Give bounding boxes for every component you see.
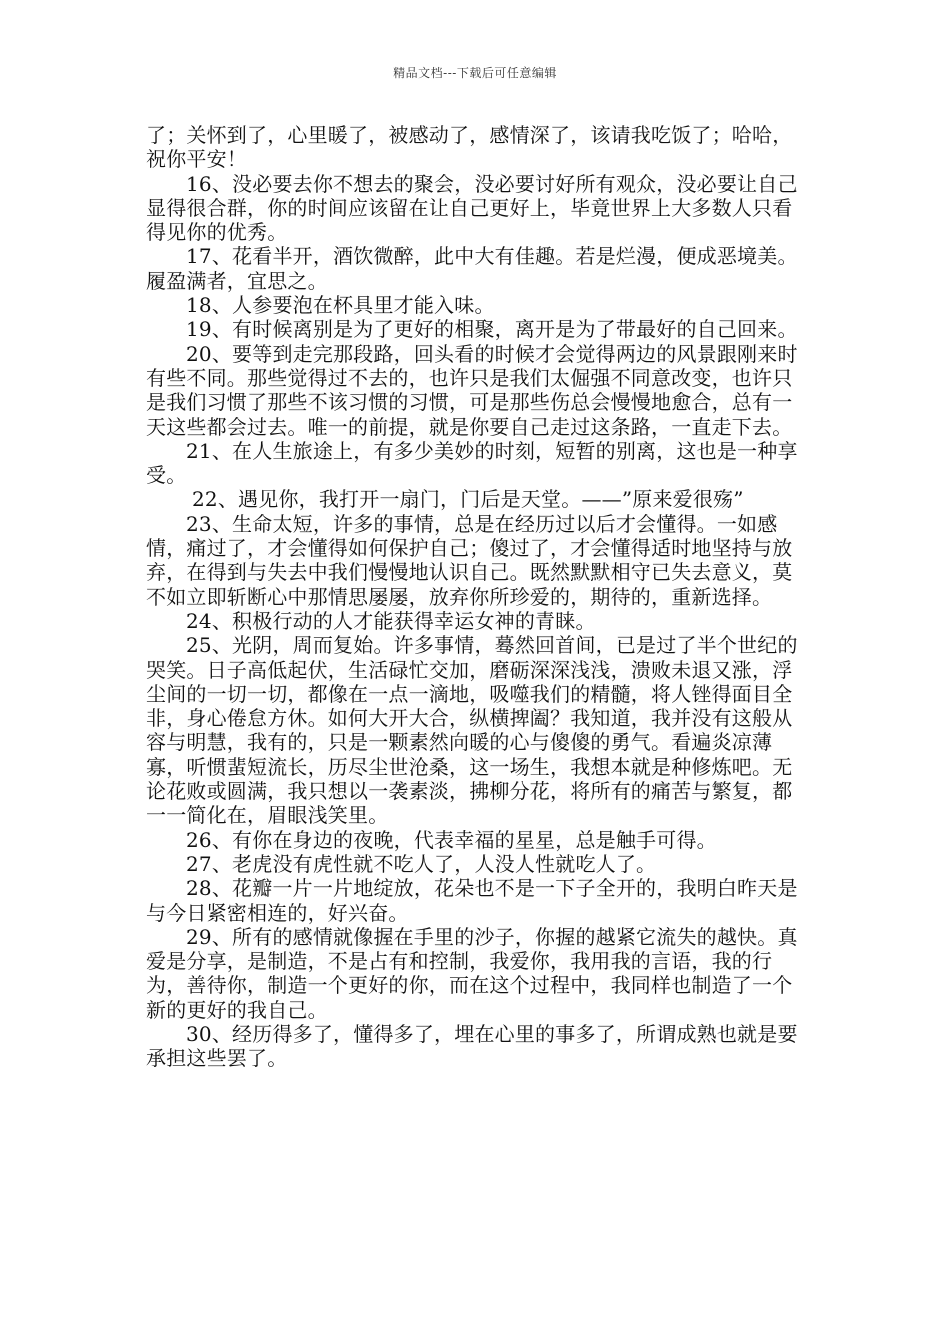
- paragraph-23: 23、生命太短，许多的事情，总是在经历过以后才会懂得。一如感情，痛过了，才会懂得如何保护自己；傻过了，才会懂得适时地坚持与放弃，在得到与失去中我们慢慢地认识自己。既然默默相守已失去意义，莫不如立即斩断心中那情思屡屡，放弃你所珍爱的，期待的，重新选择。: [146, 511, 793, 609]
- paragraph-18: 18、人参要泡在杯具里才能入味。: [186, 293, 495, 318]
- document-body: [146, 123, 810, 1071]
- paragraph-22: 22、遇见你，我打开一扇门，门后是天堂。——”原来爱很殇”: [192, 487, 744, 512]
- paragraph-24: 24、积极行动的人才能获得幸运女神的青睐。: [186, 608, 596, 633]
- paragraph-27: 27、老虎没有虎性就不吃人了，人没人性就吃人了。: [186, 851, 657, 876]
- page-header: 精品文档---下载后可任意编辑: [393, 66, 557, 80]
- paragraph-28: 28、花瓣一片一片地绽放，花朵也不是一下子全开的，我明白昨天是与今日紧密相连的，好兴奋。: [146, 876, 798, 925]
- paragraph-25: 25、光阴，周而复始。许多事情，蓦然回首间，已是过了半个世纪的哭笑。日子高低起伏，生活碌忙交加，磨砺深深浅浅，溃败未退又涨，浮尘间的一切一切，都像在一点一滴地，吸噬我们的精髓，将人锉得面目全非，身心倦怠方休。如何大开大合，纵横捭阖？我知道，我并没有这般从容与明慧，我有的，只是一颗素然向暖的心与傻傻的勇气。看遍炎凉薄寡，听惯蜚短流长，历尽尘世沧桑，这一场生，我想本就是种修炼吧。无论花败或圆满，我只想以一袭素淡，拂柳分花，将所有的痛苦与繁复，都一一简化在，眉眼浅笑里。: [146, 633, 798, 828]
- paragraph-continuation: 了；关怀到了，心里暖了，被感动了，感情深了，该请我吃饭了；哈哈，祝你平安！: [146, 123, 793, 172]
- paragraph-19: 19、有时候离别是为了更好的相聚，离开是为了带最好的自己回来。: [186, 317, 798, 342]
- paragraph-26: 26、有你在身边的夜晚，代表幸福的星星，总是触手可得。: [186, 827, 717, 852]
- paragraph-29: 29、所有的感情就像握在手里的沙子，你握的越紧它流失的越快。真爱是分享，是制造，不是占有和控制，我爱你，我用我的言语，我的行为，善待你，制造一个更好的你，而在这个过程中，我同样也制造了一个新的更好的我自己。: [146, 924, 798, 1022]
- paragraph-16: 16、没必要去你不想去的聚会，没必要讨好所有观众，没必要让自己显得很合群，你的时间应该留在让自己更好上，毕竟世界上大多数人只看得见你的优秀。: [146, 171, 798, 245]
- paragraph-17: 17、花看半开，酒饮微醉，此中大有佳趣。若是烂漫，便成恶境美。履盈满者，宜思之。: [146, 244, 798, 293]
- paragraph-20: 20、要等到走完那段路，回头看的时候才会觉得两边的风景跟刚来时有些不同。那些觉得过不去的，也许只是我们太倔强不同意改变，也许只是我们习惯了那些不该习惯的习惯，可是那些伤总会慢慢地愈合，总有一天这些都会过去。唯一的前提，就是你要自己走过这条路，一直走下去。: [146, 341, 798, 439]
- paragraph-30: 30、经历得多了，懂得多了，埋在心里的事多了，所谓成熟也就是要承担这些罢了。: [146, 1021, 798, 1071]
- paragraph-21: 21、在人生旅途上，有多少美妙的时刻，短暂的别离，这也是一种享受。: [146, 438, 798, 488]
